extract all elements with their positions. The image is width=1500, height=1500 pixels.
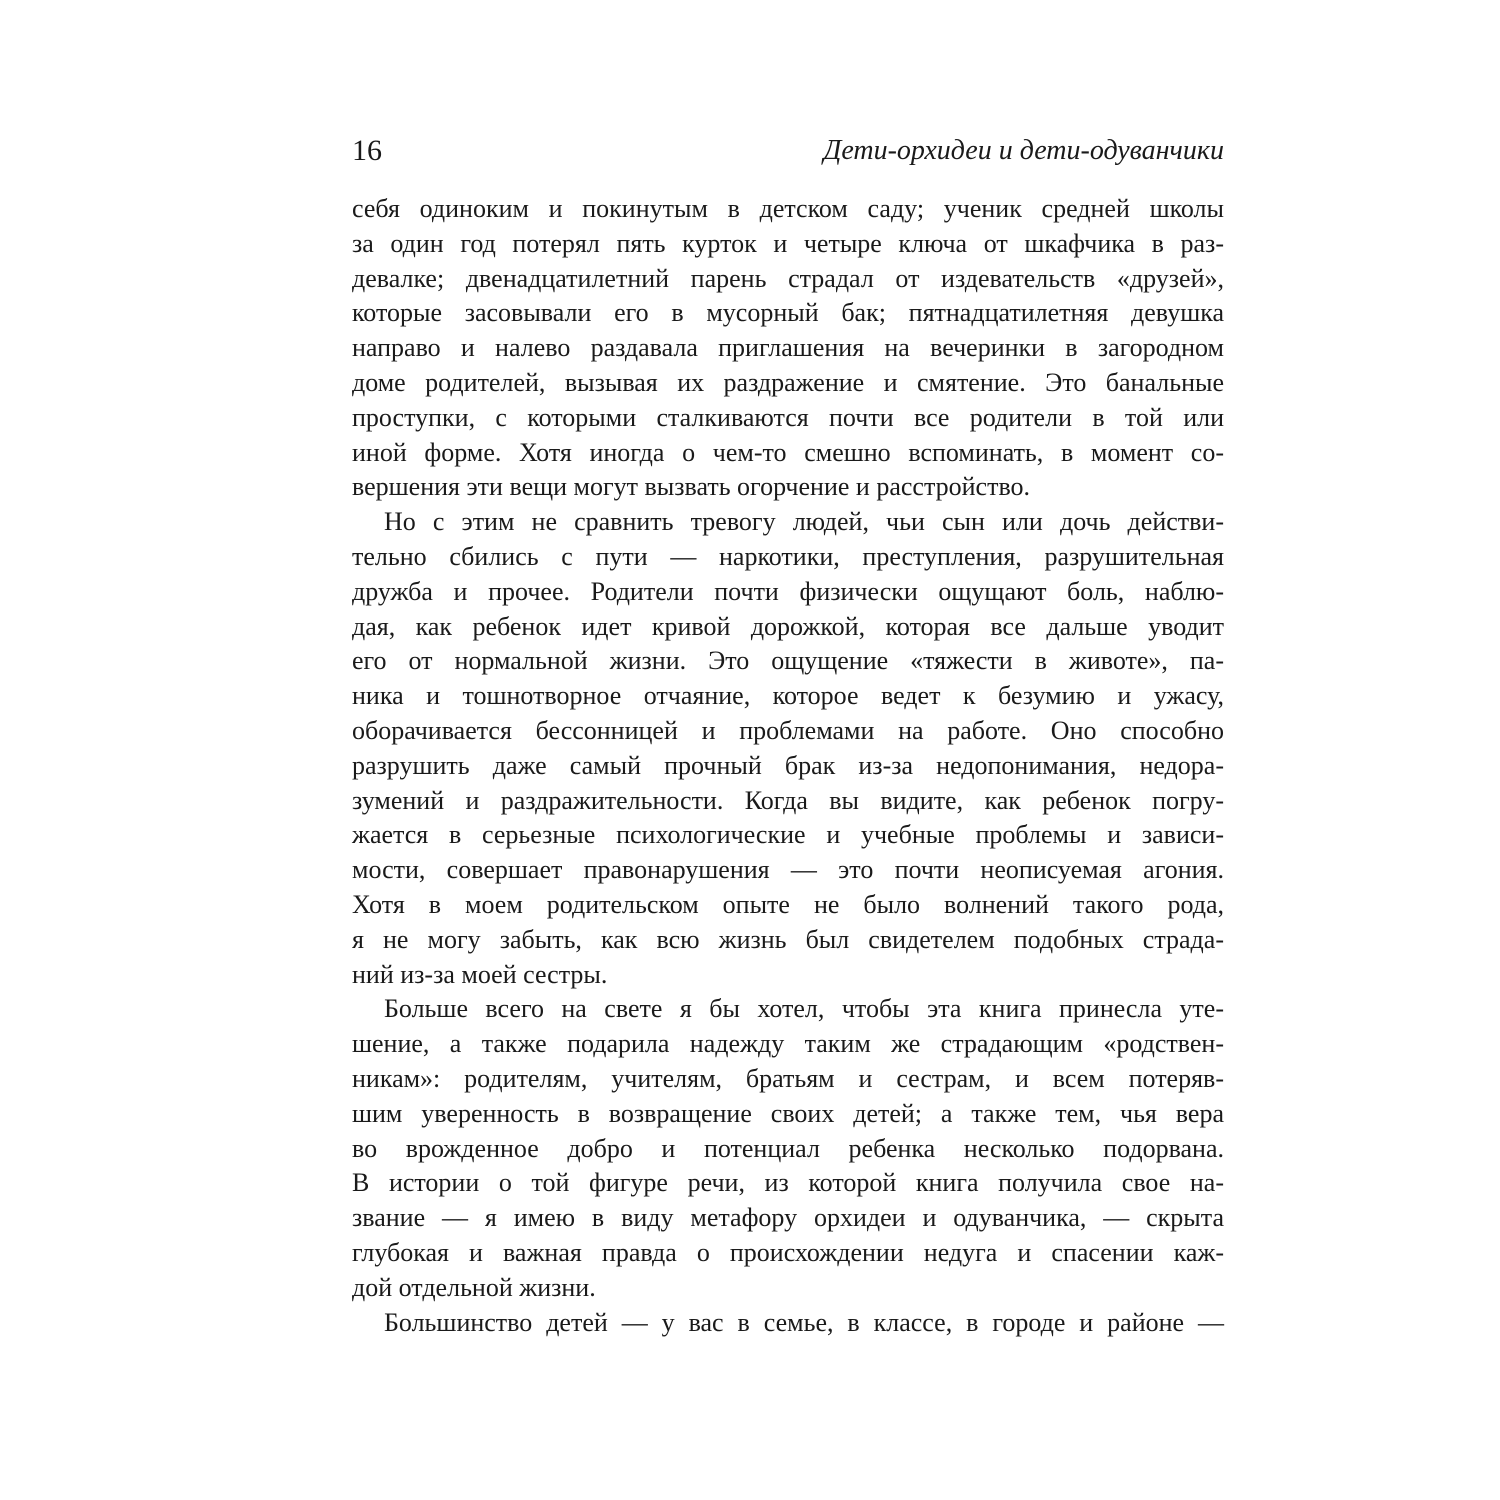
paragraph-4 bbox=[352, 1306, 1224, 1341]
text-line: вершения эти вещи могут вызвать огорчение и расстройство. bbox=[352, 472, 1031, 502]
text-line: звание — я имею в виду метафору орхидеи и одуванчика, — скрыта bbox=[352, 1203, 1224, 1233]
text-line: за один год потерял пять курток и четыре ключа от шкафчика в раз- bbox=[352, 228, 1224, 258]
text-line: глубокая и важная правда о происхождении недуга и спасении каж- bbox=[352, 1237, 1224, 1267]
paragraph-2 bbox=[352, 505, 1224, 992]
text-line: разрушить даже самый прочный брак из-за недопонимания, недора- bbox=[352, 750, 1224, 780]
running-title: Дети-орхидеи и дети-одуванчики bbox=[823, 135, 1224, 166]
text-line: себя одиноким и покинутым в детском саду; ученик средней школы bbox=[352, 194, 1224, 223]
text-line: во врожденное добро и потенциал ребенка несколько подорвана. bbox=[352, 1133, 1224, 1163]
text-line: Больше всего на свете я бы хотел, чтобы эта книга принесла уте- bbox=[384, 994, 1224, 1024]
paragraph-3 bbox=[352, 992, 1224, 1305]
text-line: дая, как ребенок идет кривой дорожкой, которая все дальше уводит bbox=[352, 611, 1224, 641]
text-line: доме родителей, вызывая их раздражение и смятение. Это банальные bbox=[352, 367, 1224, 397]
text-line: дружба и прочее. Родители почти физически ощущают боль, наблю- bbox=[352, 576, 1224, 606]
text-line: оборачивается бессонницей и проблемами на работе. Оно способно bbox=[352, 715, 1224, 745]
text-line: мости, совершает правонарушения — это почти неописуемая агония. bbox=[352, 855, 1224, 885]
text-line: ника и тошнотворное отчаяние, которое ведет к безумию и ужасу, bbox=[352, 681, 1224, 711]
text-line: его от нормальной жизни. Это ощущение «тяжести в животе», па- bbox=[352, 646, 1224, 676]
body-text bbox=[352, 192, 1224, 1340]
page-number: 16 bbox=[352, 134, 382, 167]
text-line: тельно сбились с пути — наркотики, преступления, разрушительная bbox=[352, 541, 1224, 571]
text-line: я не могу забыть, как всю жизнь был свидетелем подобных страда- bbox=[352, 924, 1224, 954]
text-line: зумений и раздражительности. Когда вы видите, как ребенок погру- bbox=[352, 785, 1224, 815]
text-line: Большинство детей — у вас в семье, в классе, в городе и районе — bbox=[384, 1307, 1224, 1337]
text-line: ний из-за моей сестры. bbox=[352, 959, 608, 989]
text-line: Хотя в моем родительском опыте не было волнений такого рода, bbox=[352, 889, 1224, 919]
text-line: шение, а также подарила надежду таким же страдающим «родствен- bbox=[352, 1029, 1224, 1059]
text-line: проступки, с которыми сталкиваются почти все родители в той или bbox=[352, 402, 1224, 432]
text-line: Но с этим не сравнить тревогу людей, чьи сын или дочь действи- bbox=[384, 507, 1224, 537]
text-line: дой отдельной жизни. bbox=[352, 1272, 596, 1302]
text-line: девалке; двенадцатилетний парень страдал от издевательств «друзей», bbox=[352, 263, 1224, 293]
text-line: В истории о той фигуре речи, из которой книга получила свое на- bbox=[352, 1168, 1224, 1198]
text-line: жается в серьезные психологические и учебные проблемы и зависи- bbox=[352, 820, 1224, 850]
text-line: иной форме. Хотя иногда о чем-то смешно вспоминать, в момент со- bbox=[352, 437, 1224, 467]
text-line: которые засовывали его в мусорный бак; пятнадцатилетняя девушка bbox=[352, 298, 1224, 328]
book-page bbox=[352, 128, 1224, 1340]
text-line: направо и налево раздавала приглашения на вечеринки в загородном bbox=[352, 333, 1224, 363]
text-line: никам»: родителям, учителям, братьям и сестрам, и всем потеряв- bbox=[352, 1063, 1224, 1093]
paragraph-1 bbox=[352, 192, 1224, 505]
text-line: шим уверенность в возвращение своих детей; а также тем, чья вера bbox=[352, 1098, 1224, 1128]
running-head bbox=[352, 128, 1224, 172]
